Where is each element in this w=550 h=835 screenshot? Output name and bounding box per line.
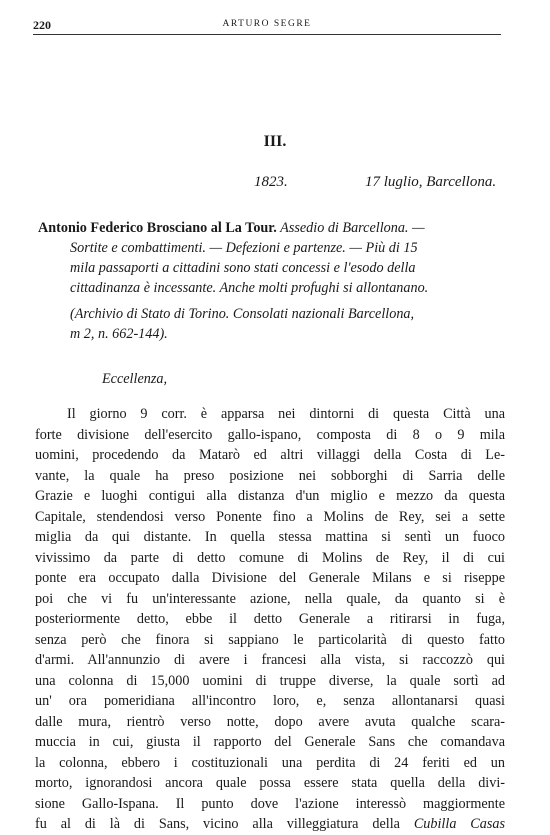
page-header <box>33 18 501 35</box>
body-line: morto, ignorandosi ancora quale possa essere stata quella della divi- <box>35 775 505 791</box>
section-number: III. <box>263 133 287 150</box>
body-line: fu al di là di Sans, vicino alla villeggiatura della Cubilla Casas <box>35 816 505 832</box>
summary-line: Sortite e combattimenti. — Defezioni e partenze. — Più di 15 <box>70 240 418 256</box>
body-line: vante, la quale ha preso posizione nei sobborghi di Sarria delle <box>35 467 505 484</box>
summary-line: Antonio Federico Brosciano al La Tour. Assedio di Barcellona. — <box>38 220 425 236</box>
running-title: ARTURO SEGRE <box>222 19 312 29</box>
body-italic-name: Cubilla Casas <box>399 816 505 832</box>
body-line: Il giorno 9 corr. è apparsa nei dintorni di questa Città una <box>67 406 505 422</box>
archive-line: m 2, n. 662-144). <box>70 326 168 342</box>
body-line: sione Gallo-Ispana. Il punto dove l'azione interessò maggiormente <box>35 795 505 812</box>
summary-author: Antonio Federico Brosciano al La Tour. <box>38 220 277 236</box>
document-summary <box>38 218 504 298</box>
body-line: Capitale, stendendosi verso Ponente fino a Molins de Rey, sei a sette <box>35 508 505 525</box>
body-line: miglia da qui distante. In quella stessa mattina si sentì un fuoco <box>35 529 505 545</box>
document-year: 1823. <box>254 174 288 190</box>
page-number: 220 <box>33 18 51 32</box>
archive-line: (Archivio di Stato di Torino. Consolati nazionali Barcellona, <box>70 306 415 322</box>
body-line: vivissimo da parte di detto comune di Molins de Rey, il di cui <box>35 549 505 566</box>
body-line: poi che vi fu un'interessante azione, nella quale, da quanto si è <box>35 590 505 607</box>
body-line: uomini, procedendo da Matarò ed altri villaggi della Costa di Le- <box>35 447 505 463</box>
document-date-place: 17 luglio, Barcellona. <box>365 174 497 190</box>
body-line: senza però che finora si sappiano le particolarità di questo fatto <box>35 631 505 648</box>
body-line: una colonna di 15,000 uomini di truppe diverse, la quale sortì ad <box>35 672 505 689</box>
body-line: forte divisione dell'esercito gallo-ispano, composta di 8 o 9 mila <box>35 426 505 443</box>
body-line: ponte era occupato dalla Divisione del Generale Milans e si riseppe <box>35 570 505 586</box>
letter-body <box>35 404 505 835</box>
body-line: la colonna, ebbero i costituzionali una perdita di 24 feriti ed un <box>35 754 505 771</box>
summary-line: cittadinanza è incessante. Anche molti profughi si allontanano. <box>70 280 429 296</box>
body-line: un' ora pomeridiana all'incontro loro, e, senza allontanarsi quasi <box>35 693 505 709</box>
body-line: d'armi. All'annunzio di avere i francesi alla vista, si raccozzò qui <box>35 652 505 668</box>
body-line: dalle mura, rientrò verso notte, dopo avere avuta qualche scara- <box>35 713 505 730</box>
salutation: Eccellenza, <box>102 371 167 387</box>
body-line: muccia in cui, giusta il rapporto del Generale Sans che comandava <box>35 734 505 750</box>
archive-reference <box>70 304 504 344</box>
summary-line: mila passaporti a cittadini sono stati concessi e l'esodo della <box>70 260 416 276</box>
body-line: posteriormente detto, ebbe il detto Generale a ritirarsi in fuga, <box>35 611 505 627</box>
body-line: Grazie e luoghi contigui alla distanza d'un miglio e mezzo da questa <box>35 488 505 504</box>
